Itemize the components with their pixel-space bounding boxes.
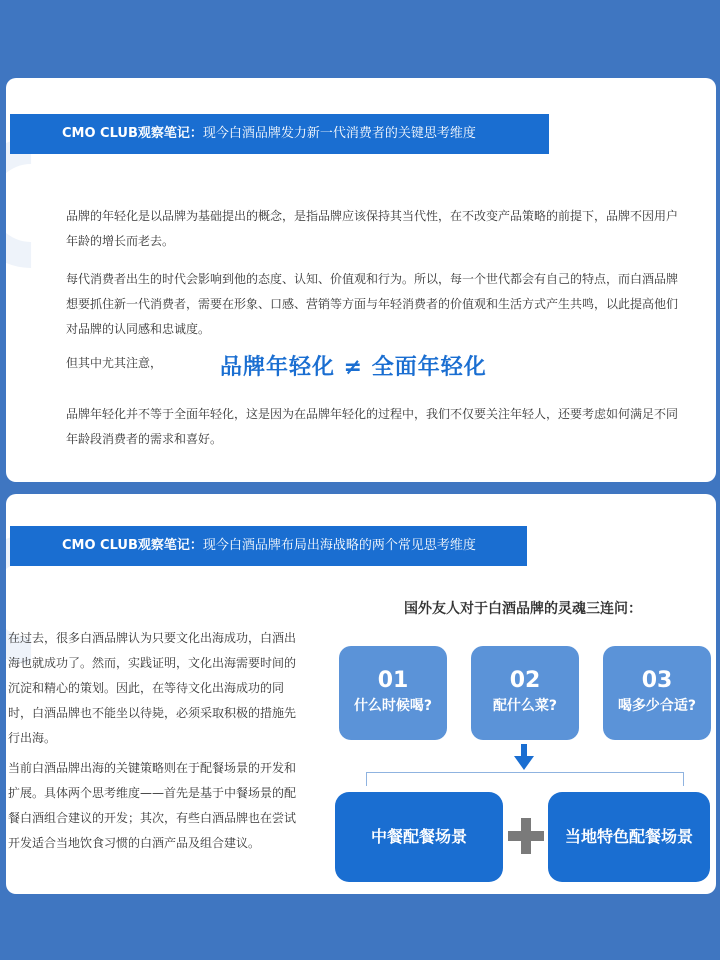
question-number: 02 (509, 668, 541, 693)
question-number: 03 (641, 668, 673, 693)
question-text: 什么时候喝? (353, 698, 433, 714)
question-box-3 (603, 646, 711, 740)
bracket-divider (366, 772, 684, 786)
card-brand-rejuvenation (6, 78, 716, 482)
note-label: 但其中尤其注意， (66, 356, 163, 370)
banner-bold-label: CMO CLUB观察笔记： (62, 126, 203, 141)
paragraph-culture-overseas: 在过去，很多白酒品牌认为只要文化出海成功，白酒出海也就成功了。然而，实践证明，文化出海需要时间的沉淀和精心的策划。因此，在等待文化出海成功的同时，白酒品牌也不能坐以待毙，必须采取积极的措施先行出海。 (8, 631, 297, 745)
section-banner-1 (10, 114, 549, 154)
question-number: 01 (377, 668, 409, 693)
section-banner-2 (10, 526, 527, 566)
question-box-2 (471, 646, 579, 740)
scene-local-cuisine: 当地特色配餐场景 (548, 792, 710, 882)
questions-title: 国外友人对于白酒品牌的灵魂三连问： (404, 601, 642, 617)
paragraph-generations: 每代消费者出生的时代会影响到他的态度、认知、价值观和行为。所以，每一个世代都会有自己的特点，而白酒品牌想要抓住新一代消费者，需要在形象、口感、营销等方面与年轻消费者的价值观和生活方式产生共鸣，以此提高他们对品牌的认同感和忠诚度。 (66, 272, 679, 336)
down-arrow-icon (514, 744, 534, 770)
scene-chinese-cuisine: 中餐配餐场景 (335, 792, 503, 882)
paragraph-definition: 品牌的年轻化是以品牌为基础提出的概念，是指品牌应该保持其当代性，在不改变产品策略的前提下，品牌不因用户年龄的增长而老去。 (66, 209, 679, 248)
plus-icon (506, 816, 546, 856)
card-overseas-strategy (6, 494, 716, 894)
paragraph-pairing-strategy: 当前白酒品牌出海的关键策略则在于配餐场景的开发和扩展。具体两个思考维度——首先是基于中餐场景的配餐白酒组合建议的开发；其次，有些白酒品牌也在尝试开发适合当地饮食习惯的白酒产品及组合建议。 (8, 761, 297, 850)
banner-bold-label: CMO CLUB观察笔记： (62, 538, 203, 553)
question-text: 喝多少合适? (617, 698, 697, 714)
banner-title: 现今白酒品牌发力新一代消费者的关键思考维度 (202, 126, 476, 141)
question-text: 配什么菜? (492, 698, 558, 714)
headline-rejuvenation: 品牌年轻化 ≠ 全面年轻化 (220, 355, 487, 380)
banner-title: 现今白酒品牌布局出海战略的两个常见思考维度 (202, 538, 476, 553)
paragraph-explanation: 品牌年轻化并不等于全面年轻化，这是因为在品牌年轻化的过程中，我们不仅要关注年轻人，还要考虑如何满足不同年龄段消费者的需求和喜好。 (66, 407, 679, 446)
question-box-1 (339, 646, 447, 740)
